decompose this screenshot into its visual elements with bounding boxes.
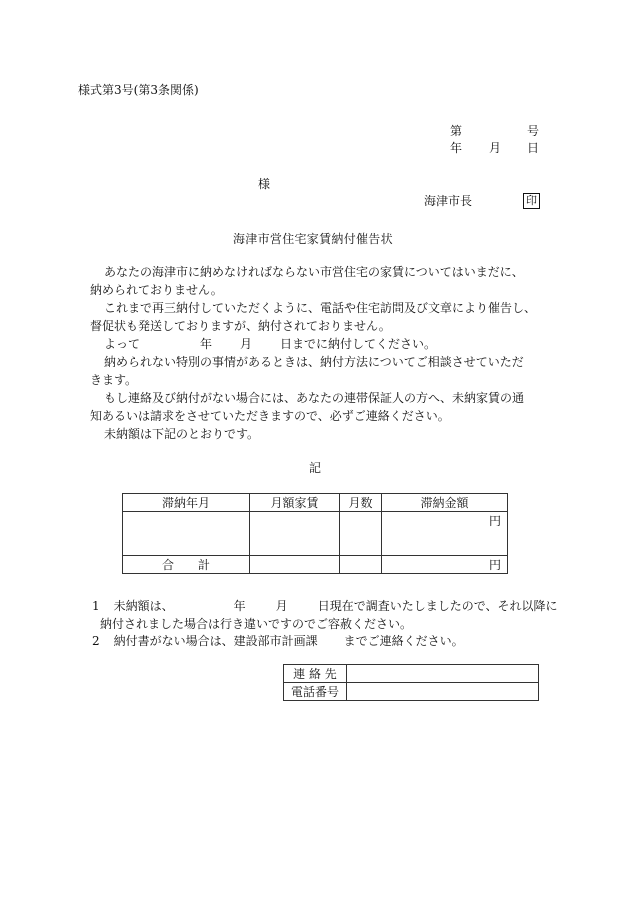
para-5-line-2: 知あるいは請求をさせていただきますので、必ずご連絡ください。 <box>90 409 450 423</box>
para-1-line-2: 納められておりません。 <box>90 283 223 297</box>
addressee-suffix: 様 <box>258 177 271 191</box>
date-day: 日 <box>527 141 540 155</box>
note-1-line-2: 納付されました場合は行き違いですのでご容赦ください。 <box>100 617 413 631</box>
table-row <box>123 512 508 556</box>
ki-heading: 記 <box>309 461 322 475</box>
seal-mark: 印 <box>523 193 540 209</box>
col-header-monthly-rent: 月額家賃 <box>250 494 340 512</box>
contact-row <box>284 665 539 683</box>
para-3-a: よって <box>104 337 141 351</box>
para-4-line-1: 納められない特別の事情があるときは、納付方法についてご相談させていただ <box>104 355 524 369</box>
col-header-period: 滞納年月 <box>123 494 250 512</box>
para-5-line-1: もし連絡及び納付がない場合には、あなたの連帯保証人の方へ、未納家賃の通 <box>104 391 525 405</box>
col-header-amount: 滞納金額 <box>382 494 508 512</box>
phone-row <box>284 683 539 701</box>
amount-yen: 円 <box>382 512 508 556</box>
para-3-year: 年 <box>200 337 213 351</box>
total-label: 合 計 <box>123 556 250 574</box>
date-month: 月 <box>489 141 502 155</box>
note-2: 2 納付書がない場合は、建設部市計画課 までご連絡ください。 <box>92 634 464 648</box>
para-4-line-2: きます。 <box>90 373 138 387</box>
form-label: 様式第3号(第3条関係) <box>78 83 199 97</box>
para-2-line-1: これまで再三納付していただくように、電話や住宅訪問及び文章により催告し、 <box>104 301 537 315</box>
number-kanji: 第 <box>450 124 463 138</box>
issuer: 海津市長 <box>424 194 473 208</box>
col-header-months: 月数 <box>340 494 382 512</box>
total-row <box>123 556 508 574</box>
phone-value <box>347 683 539 701</box>
para-6: 未納額は下記のとおりです。 <box>104 427 260 441</box>
para-2-line-2: 督促状も発送しておりますが、納付されておりません。 <box>90 319 391 333</box>
phone-label: 電話番号 <box>284 683 347 701</box>
contact-label: 連 絡 先 <box>284 665 347 683</box>
arrears-table <box>122 493 508 574</box>
para-3-month: 月 <box>240 337 253 351</box>
date-year: 年 <box>450 141 463 155</box>
body-text <box>90 263 560 443</box>
contact-value <box>347 665 539 683</box>
contact-table <box>283 664 539 701</box>
number-suffix: 号 <box>527 124 540 138</box>
note-1-line-1: 1 未納額は、 年 月 日現在で調査いたしましたので、それ以降に <box>92 599 558 613</box>
para-1-line-1: あなたの海津市に納めなければならない市営住宅の家賃についてはいまだに、 <box>104 265 524 279</box>
document-title: 海津市営住宅家賃納付催告状 <box>233 232 393 246</box>
table-header-row <box>123 494 508 512</box>
total-yen: 円 <box>382 556 508 574</box>
para-3-b: 日までに納付してください。 <box>280 337 437 351</box>
